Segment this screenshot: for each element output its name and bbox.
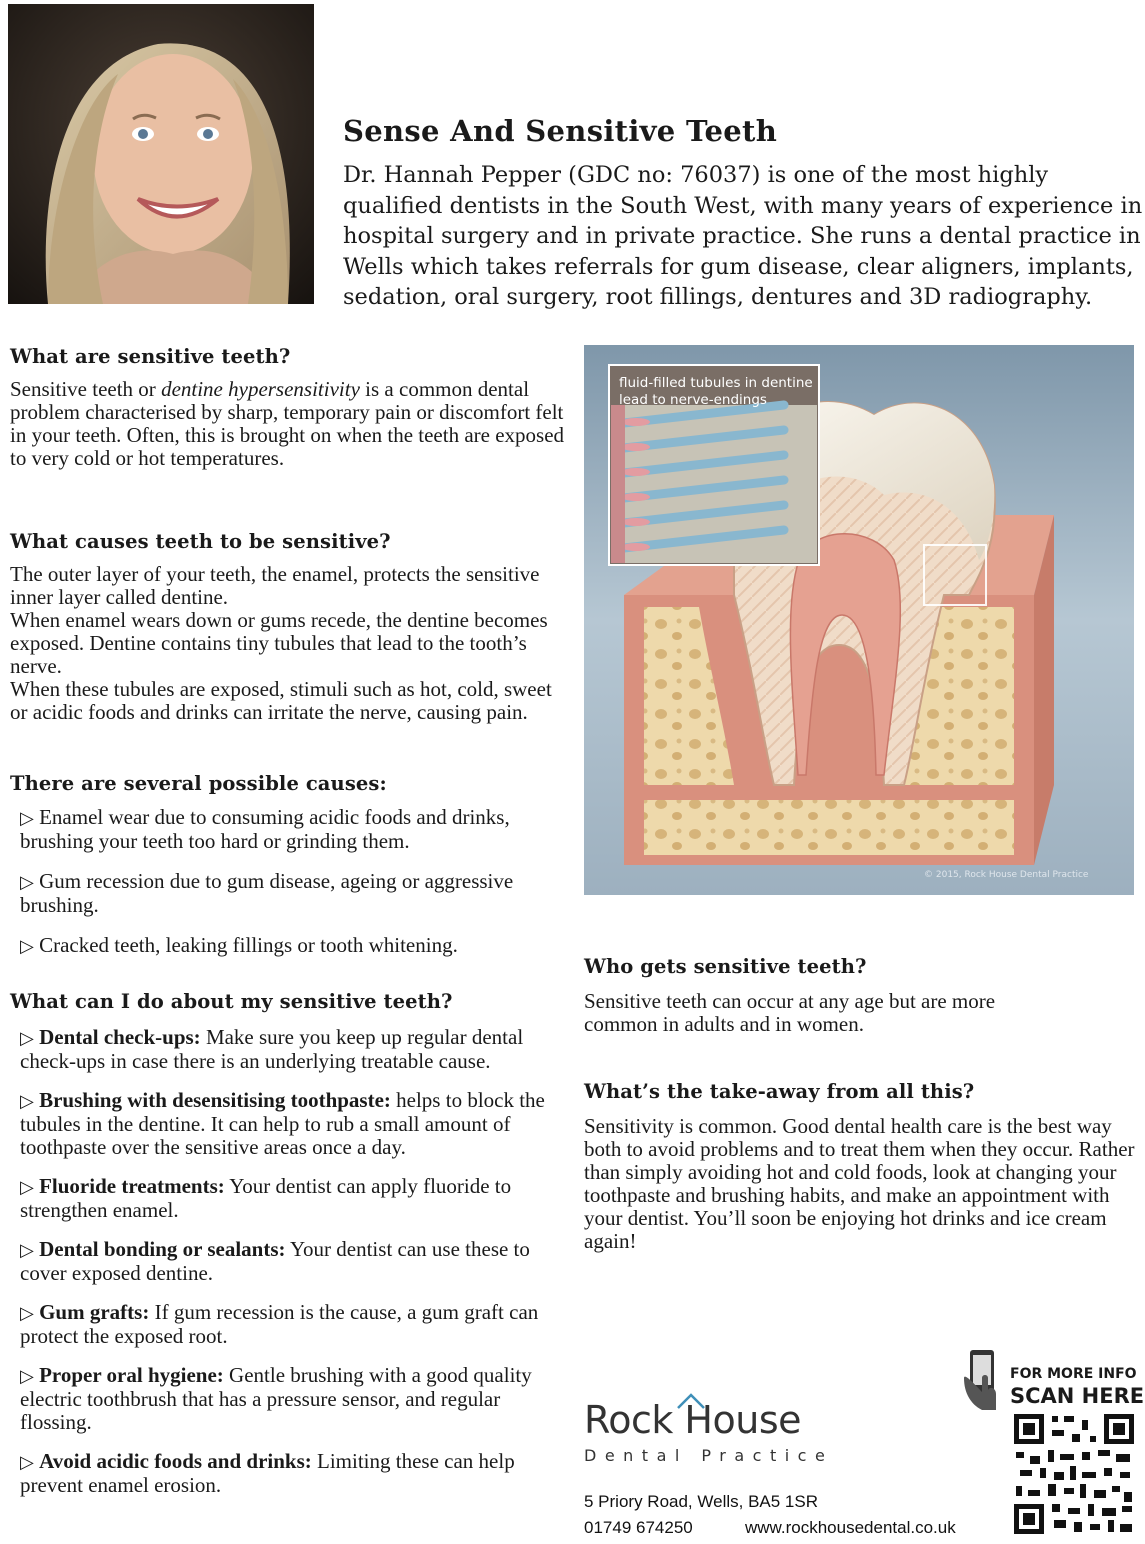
section-causes — [10, 530, 565, 724]
list-item: ▷ Brushing with desensitising toothpaste: helps to block the tubules in the dentine. It can help to rub a small amount of toothpaste over the sensitive areas once a day. — [20, 1088, 545, 1159]
section-heading: What’s the take-away from all this? — [584, 1080, 975, 1103]
list-item: ▷ Proper oral hygiene: Gentle brushing with a good quality electric toothbrush that has a pressure sensor, and regular flossing. — [20, 1363, 532, 1434]
triangle-bullet-icon: ▷ — [20, 1028, 34, 1049]
triangle-bullet-icon: ▷ — [20, 1091, 34, 1112]
practice-logo-subtitle: Dental Practice — [584, 1446, 834, 1465]
illustration-caption-line1: fluid-filled tubules in dentine — [619, 375, 813, 391]
page-title: Sense And Sensitive Teeth — [343, 114, 778, 148]
qr-code-icon[interactable] — [1012, 1412, 1136, 1536]
section-heading: What can I do about my sensitive teeth? — [10, 990, 453, 1013]
list-item: ▷ Avoid acidic foods and drinks: Limiting these can help prevent enamel erosion. — [20, 1449, 515, 1497]
illustration-copyright: © 2015, Rock House Dental Practice — [924, 870, 1089, 880]
list-item: ▷ Dental check-ups: Make sure you keep up regular dental check-ups in case there is an underlying treatable cause. — [20, 1025, 524, 1073]
practice-phone: 01749 674250 — [584, 1518, 693, 1537]
section-takeaway — [584, 1080, 1140, 1253]
list-item: ▷ Cracked teeth, leaking fillings or tooth whitening. — [20, 933, 458, 957]
author-intro: Dr. Hannah Pepper (GDC no: 76037) is one of the most highly qualified dentists in the South West, with many years of experience in hospital surgery and in private practice. She runs a dental practice in Wells which takes referrals for gum disease, clear aligners, implants, sedation, oral surgery, root fillings, dentures and 3D radiography. — [343, 162, 1143, 310]
causes-line: The outer layer of your teeth, the enamel, protects the sensitive inner layer called dentine. — [10, 562, 540, 609]
triangle-bullet-icon: ▷ — [20, 1366, 34, 1387]
section-heading: There are several possible causes: — [10, 772, 387, 795]
section-heading: Who gets sensitive teeth? — [584, 955, 867, 978]
section-body: Sensitive teeth can occur at any age but are more common in adults and in women. — [584, 989, 996, 1036]
triangle-bullet-icon: ▷ — [20, 808, 34, 829]
section-who-gets — [584, 955, 1140, 1036]
section-what-are — [10, 345, 565, 470]
triangle-bullet-icon: ▷ — [20, 1303, 34, 1324]
list-item: ▷ Gum recession due to gum disease, ageing or aggressive brushing. — [20, 869, 514, 917]
scan-label-small: FOR MORE INFO — [1010, 1366, 1137, 1382]
section-heading: What causes teeth to be sensitive? — [10, 530, 391, 553]
triangle-bullet-icon: ▷ — [20, 1177, 34, 1198]
practice-address: 5 Priory Road, Wells, BA5 1SR — [584, 1492, 818, 1511]
triangle-bullet-icon: ▷ — [20, 1452, 34, 1473]
author-portrait — [8, 4, 314, 304]
practice-website[interactable]: www.rockhousedental.co.uk — [745, 1518, 956, 1537]
list-item: ▷ Dental bonding or sealants: Your dentist can use these to cover exposed dentine. — [20, 1237, 530, 1285]
section-heading: What are sensitive teeth? — [10, 345, 291, 368]
section-body: Sensitive teeth or dentine hypersensitivity is a common dental problem characterised by sharp, temporary pain or discomfort felt in your teeth. Often, this is brought on when the teeth are exposed to very cold or hot temperatures. — [10, 377, 565, 470]
triangle-bullet-icon: ▷ — [20, 936, 34, 957]
list-item: ▷ Fluoride treatments: Your dentist can apply fluoride to strengthen enamel. — [20, 1174, 512, 1222]
tooth-illustration — [584, 345, 1134, 895]
triangle-bullet-icon: ▷ — [20, 872, 34, 893]
triangle-bullet-icon: ▷ — [20, 1240, 34, 1261]
illustration-caption-line2: lead to nerve-endings — [619, 392, 767, 408]
causes-line: When these tubules are exposed, stimuli such as hot, cold, sweet or acidic foods and drinks can irritate the nerve, causing pain. — [10, 677, 552, 724]
list-item: ▷ Gum grafts: If gum recession is the cause, a gum graft can protect the exposed root. — [20, 1300, 539, 1348]
list-item: ▷ Enamel wear due to consuming acidic foods and drinks, brushing your teeth too hard or grinding them. — [20, 805, 510, 853]
practice-logo-name: Rock House — [584, 1398, 802, 1442]
phone-scan-icon — [962, 1348, 1002, 1412]
section-possible-causes — [10, 772, 565, 958]
scan-label-large: SCAN HERE — [1010, 1384, 1145, 1408]
causes-line: When enamel wears down or gums recede, the dentine becomes exposed. Dentine contains tiny tubules that lead to the tooth’s nerve. — [10, 608, 548, 678]
section-body: Sensitivity is common. Good dental health care is the best way both to avoid problems and to treat them when they occur. Rather than simply avoiding hot and cold foods, look at changing your toothpaste and brushing habits, and make an appointment with your dentist. You’ll soon be enjoying hot drinks and ice cream again! — [584, 1114, 1135, 1253]
section-what-can-i-do — [10, 990, 565, 1497]
